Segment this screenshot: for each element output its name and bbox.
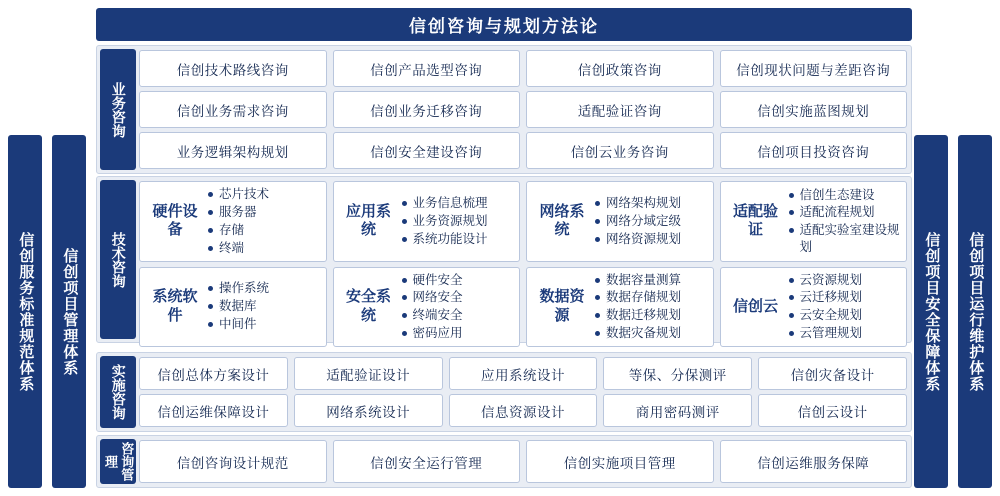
card-network-system[interactable] bbox=[526, 181, 714, 262]
card-system-software[interactable] bbox=[139, 267, 327, 348]
list-item[interactable]: 适配验证设计 bbox=[294, 357, 443, 390]
table-row bbox=[139, 181, 907, 262]
list-item: 业务信息梳理 bbox=[402, 195, 514, 212]
group-tech-consulting bbox=[96, 176, 912, 343]
group-business-consulting-label bbox=[100, 49, 136, 170]
table-row bbox=[139, 91, 907, 128]
card-system-software-title: 系统软件 bbox=[152, 288, 198, 324]
list-item: 网络分域定级 bbox=[595, 213, 707, 230]
list-item[interactable]: 信创现状问题与差距咨询 bbox=[720, 50, 908, 87]
list-item: 系统功能设计 bbox=[402, 231, 514, 248]
list-item[interactable]: 信创运维保障设计 bbox=[139, 394, 288, 427]
list-item[interactable]: 信创政策咨询 bbox=[526, 50, 714, 87]
list-item: 芯片技术 bbox=[208, 186, 320, 203]
list-item[interactable]: 信创云业务咨询 bbox=[526, 132, 714, 169]
table-row bbox=[139, 267, 907, 348]
group-tech-consulting-label bbox=[100, 180, 136, 339]
card-adaptation-verification[interactable] bbox=[720, 181, 908, 262]
list-item: 密码应用 bbox=[402, 325, 514, 342]
list-item[interactable]: 网络系统设计 bbox=[294, 394, 443, 427]
card-xinchuang-cloud-items bbox=[789, 272, 901, 343]
list-item: 中间件 bbox=[208, 316, 320, 333]
card-network-system-items bbox=[595, 195, 707, 248]
card-security-system[interactable] bbox=[333, 267, 521, 348]
table-row bbox=[139, 394, 907, 427]
list-item[interactable]: 商用密码测评 bbox=[603, 394, 752, 427]
band-project-operation-system bbox=[958, 135, 992, 488]
list-item[interactable]: 信创运维服务保障 bbox=[720, 440, 908, 483]
card-hardware[interactable] bbox=[139, 181, 327, 262]
group-consulting-management bbox=[96, 435, 912, 488]
table-row bbox=[139, 50, 907, 87]
list-item[interactable]: 信创业务迁移咨询 bbox=[333, 91, 521, 128]
card-application-system[interactable] bbox=[333, 181, 521, 262]
list-item[interactable]: 信创总体方案设计 bbox=[139, 357, 288, 390]
list-item: 终端安全 bbox=[402, 307, 514, 324]
band-standard-system bbox=[8, 135, 42, 488]
group-tech-consulting-label-text: 技术咨询 bbox=[110, 231, 127, 288]
list-item[interactable]: 等保、分保测评 bbox=[603, 357, 752, 390]
list-item[interactable]: 信创灾备设计 bbox=[758, 357, 907, 390]
table-row bbox=[139, 440, 907, 483]
list-item: 云迁移规划 bbox=[789, 289, 901, 306]
table-row bbox=[139, 132, 907, 169]
list-item[interactable]: 信创云设计 bbox=[758, 394, 907, 427]
list-item[interactable]: 信创咨询设计规范 bbox=[139, 440, 327, 483]
list-item: 网络安全 bbox=[402, 289, 514, 306]
group-business-consulting bbox=[96, 45, 912, 174]
list-item[interactable]: 应用系统设计 bbox=[449, 357, 598, 390]
group-business-consulting-label-text: 业务咨询 bbox=[110, 81, 127, 138]
list-item: 云管理规划 bbox=[789, 325, 901, 342]
list-item: 网络资源规划 bbox=[595, 231, 707, 248]
card-adaptation-verification-items bbox=[789, 187, 901, 257]
page-title: 信创咨询与规划方法论 bbox=[96, 8, 912, 41]
list-item: 数据容量测算 bbox=[595, 272, 707, 289]
list-item[interactable]: 信创项目投资咨询 bbox=[720, 132, 908, 169]
list-item[interactable]: 信创产品选型咨询 bbox=[333, 50, 521, 87]
list-item[interactable]: 信创安全运行管理 bbox=[333, 440, 521, 483]
card-application-system-title: 应用系统 bbox=[345, 202, 391, 239]
group-consulting-management-label-text: 咨询管理 bbox=[103, 442, 135, 481]
card-security-system-title: 安全系统 bbox=[345, 288, 391, 324]
card-hardware-items bbox=[208, 186, 320, 257]
table-row bbox=[139, 357, 907, 390]
list-item[interactable]: 信息资源设计 bbox=[449, 394, 598, 427]
band-project-management-system bbox=[52, 135, 86, 488]
list-item[interactable]: 信创实施蓝图规划 bbox=[720, 91, 908, 128]
list-item: 数据灾备规划 bbox=[595, 325, 707, 342]
list-item: 信创生态建设 bbox=[789, 187, 901, 204]
list-item: 存储 bbox=[208, 222, 320, 239]
band-project-management-system-label: 信创项目管理体系 bbox=[61, 247, 79, 376]
list-item: 云安全规划 bbox=[789, 307, 901, 324]
list-item[interactable]: 适配验证咨询 bbox=[526, 91, 714, 128]
list-item: 数据迁移规划 bbox=[595, 307, 707, 324]
list-item: 操作系统 bbox=[208, 280, 320, 297]
card-adaptation-verification-title: 适配验证 bbox=[732, 202, 778, 239]
band-project-security-system-label: 信创项目安全保障体系 bbox=[923, 231, 941, 392]
card-data-resource-items bbox=[595, 272, 707, 343]
card-hardware-title: 硬件设备 bbox=[152, 202, 198, 239]
list-item[interactable]: 业务逻辑架构规划 bbox=[139, 132, 327, 169]
group-implementation-consulting bbox=[96, 352, 912, 432]
group-implementation-consulting-label bbox=[100, 356, 136, 428]
band-project-security-system bbox=[914, 135, 948, 488]
card-security-system-items bbox=[402, 272, 514, 343]
list-item: 终端 bbox=[208, 240, 320, 257]
list-item[interactable]: 信创实施项目管理 bbox=[526, 440, 714, 483]
card-data-resource[interactable] bbox=[526, 267, 714, 348]
list-item: 云资源规划 bbox=[789, 272, 901, 289]
list-item: 服务器 bbox=[208, 204, 320, 221]
card-system-software-items bbox=[208, 280, 320, 333]
group-consulting-management-label bbox=[100, 439, 136, 484]
group-implementation-consulting-label-text: 实施咨询 bbox=[110, 364, 127, 420]
card-application-system-items bbox=[402, 195, 514, 248]
card-xinchuang-cloud-title: 信创云 bbox=[732, 297, 778, 315]
list-item[interactable]: 信创安全建设咨询 bbox=[333, 132, 521, 169]
list-item: 适配流程规划 bbox=[789, 204, 901, 221]
list-item: 业务资源规划 bbox=[402, 213, 514, 230]
list-item: 网络架构规划 bbox=[595, 195, 707, 212]
list-item: 适配实验室建设规划 bbox=[789, 222, 901, 256]
list-item: 硬件安全 bbox=[402, 272, 514, 289]
list-item[interactable]: 信创技术路线咨询 bbox=[139, 50, 327, 87]
band-project-operation-system-label: 信创项目运行维护体系 bbox=[967, 231, 985, 392]
card-network-system-title: 网络系统 bbox=[539, 202, 585, 239]
list-item: 数据库 bbox=[208, 298, 320, 315]
list-item: 数据存储规划 bbox=[595, 289, 707, 306]
card-data-resource-title: 数据资源 bbox=[539, 288, 585, 324]
card-xinchuang-cloud[interactable] bbox=[720, 267, 908, 348]
band-standard-system-label: 信创服务标准规范体系 bbox=[17, 231, 35, 392]
list-item[interactable]: 信创业务需求咨询 bbox=[139, 91, 327, 128]
